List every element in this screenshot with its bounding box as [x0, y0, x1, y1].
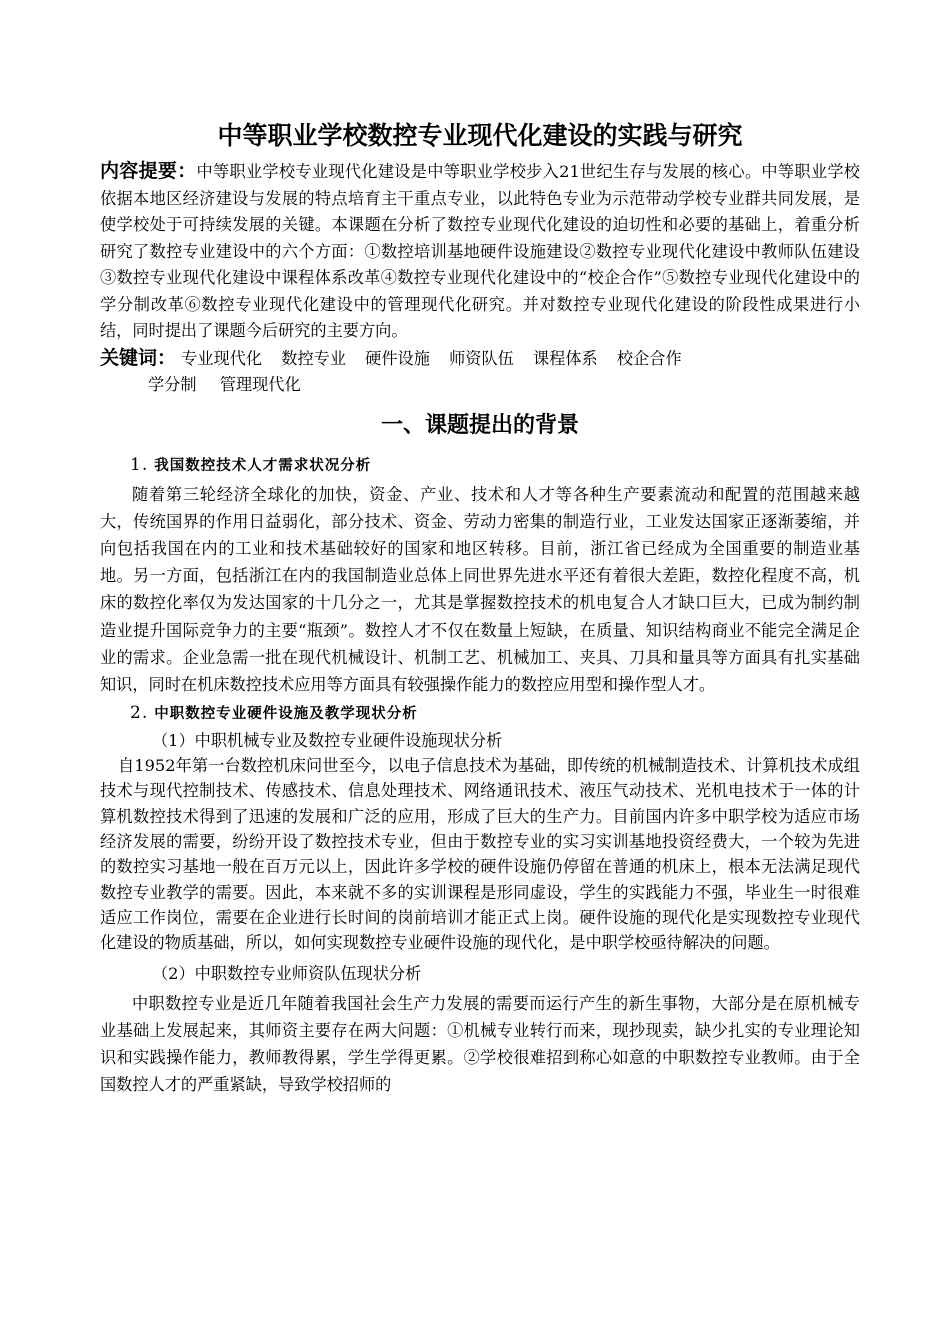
- keywords-label: 关键词：: [100, 346, 177, 369]
- document-page: [100, 118, 860, 1098]
- body-paragraph: 中职数控专业是近几年随着我国社会生产力发展的需要而运行产生的新生事物，大部分是在原机械专业基础上发展起来，其师资主要存在两大问题：①机械专业转行而来，现抄现卖，缺少扎实的专业理论知识和实践操作能力，教师教得累，学生学得更累。②学校很难招到称心如意的中职数控专业教师。由于全国数控人才的严重紧缺，导致学校招师的: [100, 993, 860, 1095]
- keyword: 课程体系: [532, 348, 598, 368]
- subsection-heading: [100, 450, 860, 481]
- abstract-label: 内容提要：: [100, 160, 197, 182]
- subsection-title: 我国数控技术人才需求状况分析: [154, 456, 372, 474]
- keyword: 数控专业: [281, 348, 347, 368]
- item-heading: （1）中职机械专业及数控专业硬件设施现状分析: [152, 731, 503, 751]
- keyword: 学分制: [148, 374, 197, 394]
- keyword: 管理现代化: [219, 374, 301, 394]
- paper-title: 中等职业学校数控专业现代化建设的实践与研究: [217, 121, 743, 150]
- keywords: [100, 345, 860, 372]
- subsection-number: 1.: [130, 454, 149, 475]
- subsection-number: 2.: [130, 703, 149, 724]
- keyword: 校企合作: [616, 348, 682, 368]
- keyword: 专业现代化: [181, 348, 263, 368]
- body-paragraph: 自1952年第一台数控机床问世至今，以电子信息技术为基础，即传统的机械制造技术、计算机技术成组技术与现代控制技术、传感技术、信息处理技术、网络通讯技术、液压气动技术、光机电技术于一体的计算机数控技术得到了迅速的发展和广泛的应用，形成了巨大的生产力。目前国内许多中职学校为适应市场经济发展的需要，纷纷开设了数控技术专业，但由于数控专业的实习实训基地投资经费大，一个较为先进的数控实习基地一般在百万元以上，因此许多学校的硬件设施仍停留在普通的机床上，根本无法满足现代数控专业教学的需要。因此，本来就不多的实训课程是形同虚设，学生的实践能力不强，毕业生一时很难适应工作岗位，需要在企业进行长时间的岗前培训才能正式上岗。硬件设施的现代化是实现数控专业现代化建设的物质基础，所以，如何实现数控专业硬件设施的现代化，是中职学校亟待解决的问题。: [100, 756, 860, 953]
- keyword: 硬件设施: [365, 348, 430, 368]
- body-paragraph: 随着第三轮经济全球化的加快，资金、产业、技术和人才等各种生产要素流动和配置的范围越来越大，传统国界的作用日益弱化，部分技术、资金、劳动力密集的制造行业，工业发达国家正逐渐萎缩，并向包括我国在内的工业和技术基础较好的国家和地区转移。目前，浙江省已经成为全国重要的制造业基地。另一方面，包括浙江在内的我国制造业总体上同世界先进水平还有着很大差距，数控化程度不高，机床的数控化率仅为发达国家的十几分之一，尤其是掌握数控技术的机电复合人才缺口巨大，已成为制约制造业提升国际竞争力的主要“瓶颈”。数控人才不仅在数量上短缺，在质量、知识结构商业不能完全满足企业的需求。企业急需一批在现代机械设计、机制工艺、机械加工、夹具、刀具和量具等方面具有扎实基础知识，同时在机床数控技术应用等方面具有较强操作能力的数控应用型和操作型人才。: [100, 484, 860, 694]
- keyword: 师资队伍: [449, 348, 514, 368]
- keywords-line-2: [100, 372, 860, 398]
- abstract: [100, 158, 860, 345]
- abstract-text: 中等职业学校专业现代化建设是中等职业学校步入21世纪生存与发展的核心。中等职业学校依据本地区经济建设与发展的特点培育主干重点专业，以此特色专业为示范带动学校专业群共同发展，是使学校处于可持续发展的关键。本课题在分析了数控专业现代化建设的迫切性和必要的基础上，着重分析研究了数控专业建设中的六个方面：①数控培训基地硬件设施建设②数控专业现代化建设中教师队伍建设③数控专业现代化建设中课程体系改革④数控专业现代化建设中的“校企合作”⑤数控专业现代化建设中的学分制改革⑥数控专业现代化建设中的管理现代化研究。并对数控专业现代化建设的阶段性成果进行小结，同时提出了课题今后研究的主要方向。: [100, 162, 860, 340]
- subsection-title: 中职数控专业硬件设施及教学现状分析: [154, 705, 418, 723]
- item-heading: （2）中职数控专业师资队伍现状分析: [152, 963, 422, 983]
- subsection-heading: [100, 698, 860, 729]
- section-heading: 一、课题提出的背景: [380, 412, 579, 438]
